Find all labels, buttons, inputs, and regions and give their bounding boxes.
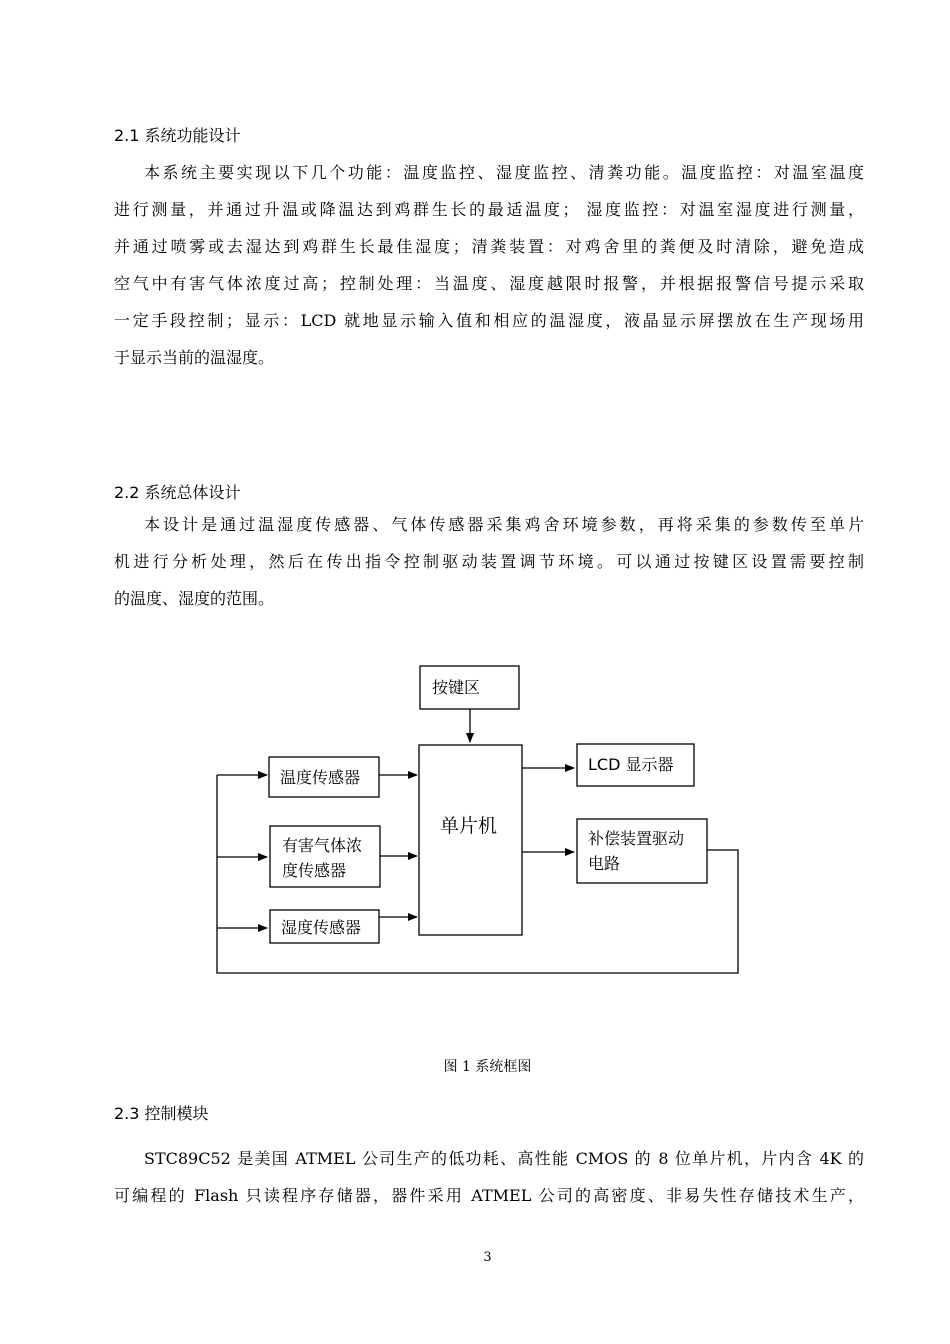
driver-label-line2: 电路: [588, 854, 621, 873]
paragraph-line: 机进行分析处理，然后在传出指令控制驱动装置调节环境。可以通过按键区设置需要控制: [114, 552, 864, 571]
humidity-sensor-label: 湿度传感器: [281, 918, 362, 937]
section-2-3-heading: 2.3 控制模块: [114, 1104, 209, 1123]
gas-sensor-label-line2: 度传感器: [282, 861, 347, 880]
temperature-sensor-label: 温度传感器: [280, 768, 361, 787]
paragraph-line: STC89C52 是美国 ATMEL 公司生产的低功耗、高性能 CMOS 的 8 位单片机，片内含 4K 的: [144, 1149, 864, 1168]
section-2-1-heading: 2.1 系统功能设计: [114, 126, 241, 145]
paragraph-line: 空气中有害气体浓度过高；控制处理：当温度、湿度越限时报警，并根据报警信号提示采取: [114, 274, 864, 293]
mcu-label: 单片机: [440, 815, 498, 837]
page-number: 3: [483, 1250, 492, 1265]
paragraph-line: 本系统主要实现以下几个功能：温度监控、湿度监控、清粪功能。温度监控：对温室温度: [144, 163, 864, 182]
mcu-box: [419, 745, 522, 935]
paragraph-line: 的温度、湿度的范围。: [114, 589, 275, 608]
figure-caption: 图 1 系统框图: [443, 1059, 532, 1075]
paragraph-line: 并通过喷雾或去湿达到鸡群生长最佳湿度；清粪装置：对鸡舍里的粪便及时清除，避免造成: [114, 237, 864, 256]
driver-label-line1: 补偿装置驱动: [588, 829, 685, 848]
paragraph-line: 于显示当前的温湿度。: [114, 348, 275, 367]
keypad-label: 按键区: [432, 678, 481, 697]
paragraph-line: 进行测量，并通过升温或降温达到鸡群生长的最适温度； 湿度监控：对温室湿度进行测量，: [114, 200, 864, 219]
paragraph-line: 一定手段控制；显示：LCD 就地显示输入值和相应的温湿度，液晶显示屏摆放在生产现场用: [114, 311, 864, 330]
lcd-label: LCD 显示器: [588, 755, 674, 774]
paragraph-line: 本设计是通过温湿度传感器、气体传感器采集鸡舍环境参数，再将采集的参数传至单片: [144, 515, 864, 534]
section-2-2-heading: 2.2 系统总体设计: [114, 483, 241, 502]
paragraph-line: 可编程的 Flash 只读程序存储器，器件采用 ATMEL 公司的高密度、非易失性存储技术生产，: [114, 1186, 864, 1205]
gas-sensor-label-line1: 有害气体浓: [282, 836, 363, 855]
section-2-3-paragraph: [114, 1140, 864, 1214]
